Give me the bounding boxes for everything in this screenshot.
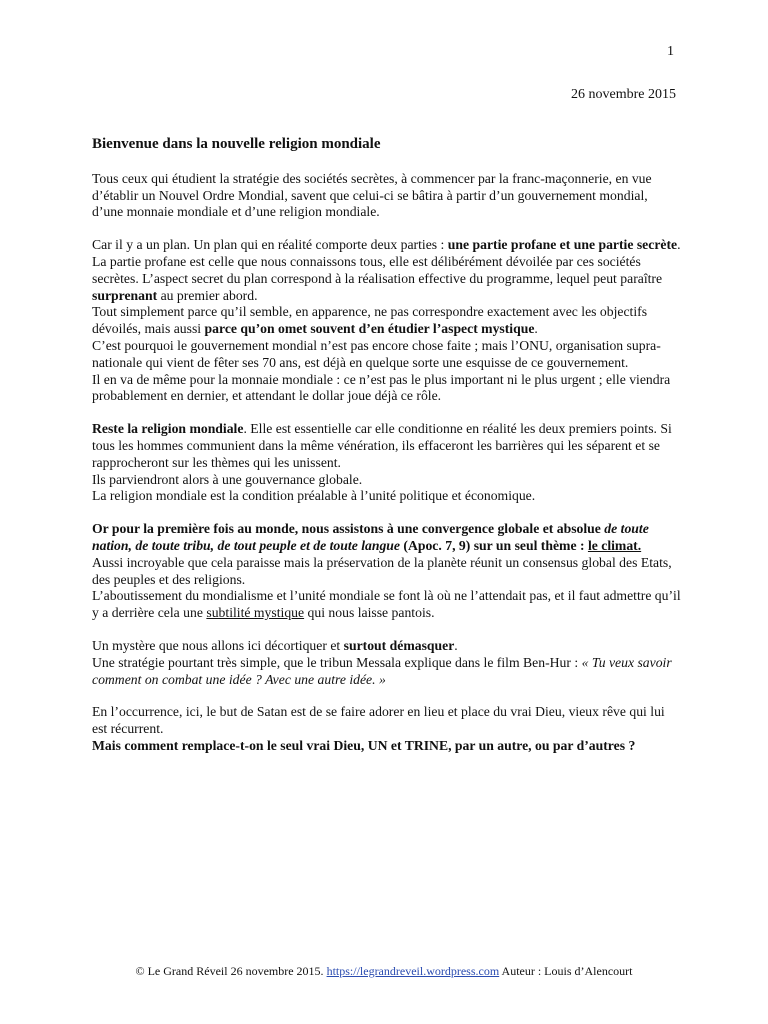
text-run: L’aboutissement du mondialisme et l’unité mondiale se font là où ne l’attendait pas, et il faut admettre qu’il y a derrière cela une [92,588,681,621]
paragraph-mystere [92,638,682,655]
italic-quote: « Tu veux savoir comment on combat une idée ? Avec une autre idée. » [92,654,672,687]
paragraph-intro: Tous ceux qui étudient la stratégie des sociétés secrètes, à commencer par la franc-maçonnerie, en vue d’établir un Nouvel Ordre Mondial, savent que celui-ci se bâtira à partir d’un gouvernement mondial, d’une monnaie mondiale et d’une religion mondiale. [92,170,652,220]
text-run: qui nous laisse pantois. [304,605,435,621]
paragraph-gap [92,688,682,704]
bold-underline-run: le climat. [587,537,642,553]
bold-run: Mais comment remplace-t-on le seul vrai Dieu, UN et TRINE, par un autre, ou par d’autres ? [92,737,636,753]
underline-run: subtilité mystique [206,605,305,621]
paragraph-objectives [92,304,682,338]
text-run: Un mystère que nous allons ici décortiquer et [92,637,344,653]
document-body [92,136,682,755]
page-number: 1 [667,44,674,59]
paragraph-question [92,738,682,755]
text-run: Une stratégie pourtant très simple, que le tribun Messala explique dans le film Ben-Hur : [92,654,582,670]
paragraph-consensus: Aussi incroyable que cela paraisse mais la préservation de la planète réunit un consensus global des Etats, des peuples et des religions. [92,554,672,587]
footer-link[interactable]: https://legrandreveil.wordpress.com [326,964,500,978]
bold-run: une partie profane et une partie secrète [447,237,678,253]
paragraph-gap [92,622,682,638]
page-footer [0,964,768,979]
text-run: . [534,321,538,337]
text-run: Tout simplement parce qu’il semble, en apparence, ne pas correspondre exactement avec les objectifs dévoilés, mais aussi [92,304,648,337]
text-run: . La partie profane est celle que nous connaissons tous, elle est délibérément dévoilée par ces sociétés secrètes. L’aspect secret du plan correspond à la réalisation effective du programme, lequel peut paraître [92,237,681,286]
bold-run: Reste la religion mondiale [92,421,244,437]
paragraph-gap [92,505,682,521]
text-run: . [454,637,458,653]
footer-author: Auteur : Louis d’Alencourt [499,964,633,978]
paragraph-religion [92,421,682,471]
paragraph-mondialisme [92,588,682,622]
bold-run: surprenant [92,287,158,303]
document-title: Bienvenue dans la nouvelle religion mondiale [92,136,381,152]
bold-run: Or pour la première fois au monde, nous assistons à une convergence globale et absolue [92,521,605,537]
paragraph-plan [92,237,682,304]
footer-copyright: © Le Grand Réveil 26 novembre 2015. [135,964,327,978]
bold-run: parce qu’on omet souvent d’en étudier l’aspect mystique [204,321,535,337]
paragraph-satan: En l’occurrence, ici, le but de Satan est de se faire adorer en lieu et place du vrai Dieu, vieux rêve qui lui est récurrent. [92,704,665,737]
paragraph-strategie [92,655,682,689]
paragraph-convergence [92,521,682,555]
text-run: Car il y a un plan. Un plan qui en réalité comporte deux parties : [92,237,448,253]
bold-run: (Apoc. 7, 9) sur un seul thème : [399,537,588,553]
document-date: 26 novembre 2015 [571,87,676,102]
paragraph-monnaie: Il en va de même pour la monnaie mondiale : ce n’est pas le plus important ni le plus urgent ; elle viendra probablement en dernier, et attendant le dollar joue déjà ce rôle. [92,371,671,404]
paragraph-gouvernance: Ils parviendront alors à une gouvernance globale. [92,471,363,487]
text-run: . Elle est essentielle car elle conditionne en réalité les deux premiers points. Si tous les hommes communient dans la même vénération, ils effaceront les barrières qui les séparent et se rapprocheront sur les thèmes qui les unissent. [92,421,672,470]
paragraph-gap [92,221,682,237]
bold-italic-run: de toute nation, de toute tribu, de tout peuple et de toute langue [92,521,649,553]
paragraph-condition: La religion mondiale est la condition préalable à l’unité politique et économique. [92,488,536,504]
paragraph-onu: C’est pourquoi le gouvernement mondial n’est pas encore chose faite ; mais l’ONU, organisation supra-nationale qui vient de fêter ses 70 ans, est déjà en quelque sorte une esquisse de ce gouvernement. [92,337,661,370]
bold-run: surtout démasquer [343,637,455,653]
text-run: au premier abord. [157,287,258,303]
paragraph-gap [92,405,682,421]
